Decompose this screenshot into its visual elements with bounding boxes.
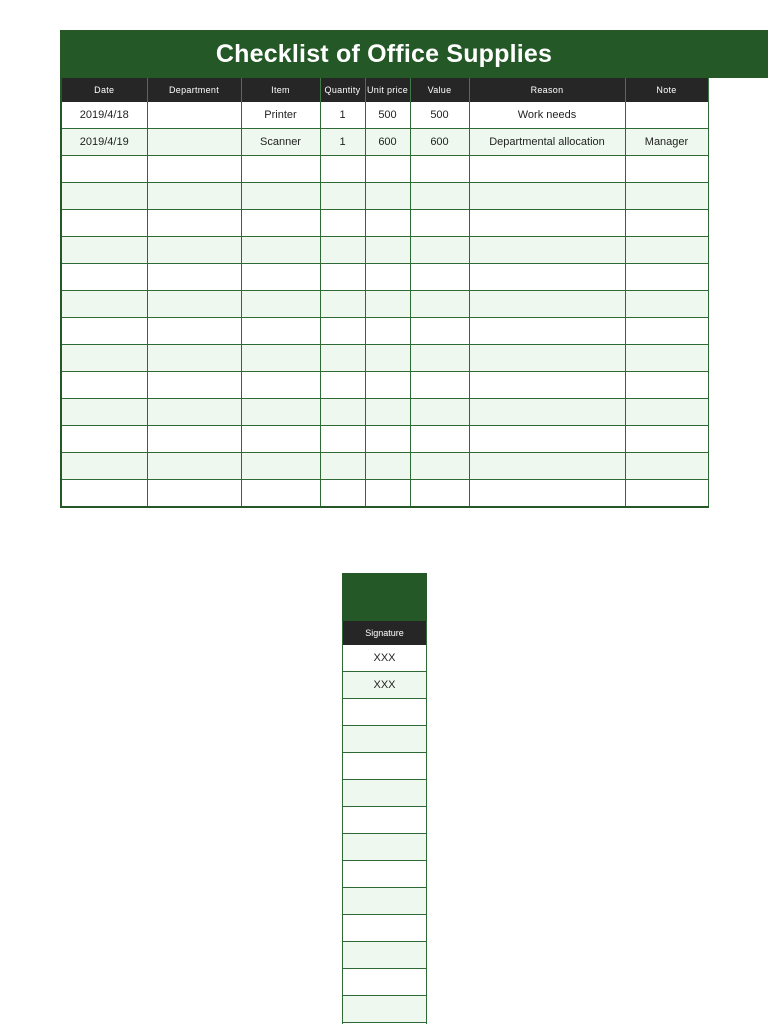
cell-reason[interactable] [469, 318, 625, 345]
cell-reason[interactable] [469, 399, 625, 426]
cell-unit-price[interactable] [365, 264, 410, 291]
cell-item[interactable] [241, 372, 320, 399]
cell-signature[interactable]: XXX [343, 672, 427, 699]
table-row [61, 453, 708, 480]
cell-department[interactable] [147, 399, 241, 426]
supplies-table [60, 78, 709, 508]
cell-value[interactable] [410, 453, 469, 480]
cell-signature[interactable] [343, 969, 427, 996]
cell-department[interactable] [147, 129, 241, 156]
cell-item[interactable] [241, 156, 320, 183]
cell-note[interactable] [625, 102, 708, 129]
sheet-title: Checklist of Office Supplies [215, 40, 553, 68]
cell-unit-price[interactable] [365, 183, 410, 210]
table-row [61, 102, 708, 129]
cell-item[interactable] [241, 318, 320, 345]
cell-value[interactable] [410, 183, 469, 210]
table-row [343, 780, 427, 807]
header-row [61, 78, 708, 102]
cell-quantity[interactable] [320, 399, 365, 426]
cell-date[interactable]: 2019/4/19 [61, 129, 147, 156]
cell-value[interactable] [410, 399, 469, 426]
cell-unit-price[interactable] [365, 210, 410, 237]
cell-department[interactable] [147, 372, 241, 399]
cell-reason[interactable] [469, 183, 625, 210]
cell-quantity[interactable] [320, 183, 365, 210]
cell-unit-price[interactable] [365, 345, 410, 372]
cell-unit-price[interactable] [365, 318, 410, 345]
cell-department[interactable] [147, 156, 241, 183]
cell-unit-price[interactable] [365, 291, 410, 318]
table-row [61, 156, 708, 183]
column-header-item[interactable]: Item [241, 78, 320, 102]
cell-value[interactable] [410, 210, 469, 237]
cell-date[interactable] [61, 480, 147, 508]
cell-value[interactable] [410, 318, 469, 345]
table-row [61, 399, 708, 426]
cell-date[interactable] [61, 399, 147, 426]
cell-date[interactable] [61, 318, 147, 345]
cell-date[interactable] [61, 264, 147, 291]
table-row [343, 672, 427, 699]
cell-note[interactable] [625, 399, 708, 426]
cell-unit-price[interactable]: 600 [365, 129, 410, 156]
column-header-reason[interactable]: Reason [469, 78, 625, 102]
column-header-department[interactable]: Department [147, 78, 241, 102]
table-row [343, 915, 427, 942]
table-row [343, 699, 427, 726]
cell-item[interactable] [241, 291, 320, 318]
table-row [343, 645, 427, 672]
table-row [61, 372, 708, 399]
cell-quantity[interactable]: 1 [320, 102, 365, 129]
column-header-unit-price[interactable]: Unit price [365, 78, 410, 102]
table-row [343, 969, 427, 996]
cell-note[interactable] [625, 237, 708, 264]
signature-header-row [343, 621, 427, 645]
cell-item[interactable] [241, 183, 320, 210]
cell-reason[interactable]: Departmental allocation [469, 129, 625, 156]
cell-date[interactable]: 2019/4/18 [61, 102, 147, 129]
cell-signature[interactable] [343, 807, 427, 834]
cell-department[interactable] [147, 480, 241, 508]
cell-signature[interactable] [343, 915, 427, 942]
cell-department[interactable] [147, 318, 241, 345]
cell-item[interactable]: Scanner [241, 129, 320, 156]
cell-note[interactable] [625, 210, 708, 237]
cell-value[interactable]: 600 [410, 129, 469, 156]
cell-signature[interactable] [343, 834, 427, 861]
table-row [343, 888, 427, 915]
cell-department[interactable] [147, 345, 241, 372]
table-row [343, 753, 427, 780]
cell-item[interactable] [241, 237, 320, 264]
cell-department[interactable] [147, 426, 241, 453]
cell-quantity[interactable] [320, 156, 365, 183]
cell-reason[interactable]: Work needs [469, 102, 625, 129]
column-header-date[interactable]: Date [61, 78, 147, 102]
cell-department[interactable] [147, 210, 241, 237]
cell-unit-price[interactable] [365, 372, 410, 399]
cell-note[interactable] [625, 372, 708, 399]
cell-date[interactable] [61, 291, 147, 318]
cell-date[interactable] [61, 237, 147, 264]
table-row [343, 861, 427, 888]
cell-department[interactable] [147, 291, 241, 318]
cell-item[interactable] [241, 399, 320, 426]
cell-unit-price[interactable] [365, 156, 410, 183]
cell-reason[interactable] [469, 372, 625, 399]
cell-item[interactable] [241, 453, 320, 480]
cell-signature[interactable] [343, 726, 427, 753]
cell-value[interactable] [410, 264, 469, 291]
table-row [61, 480, 708, 508]
cell-quantity[interactable] [320, 291, 365, 318]
table-row [61, 183, 708, 210]
table-row [61, 426, 708, 453]
cell-quantity[interactable] [320, 264, 365, 291]
cell-reason[interactable] [469, 264, 625, 291]
table-row [61, 291, 708, 318]
cell-quantity[interactable] [320, 453, 365, 480]
column-header-note[interactable]: Note [625, 78, 708, 102]
cell-department[interactable] [147, 264, 241, 291]
cell-quantity[interactable] [320, 210, 365, 237]
cell-item[interactable] [241, 210, 320, 237]
cell-reason[interactable] [469, 345, 625, 372]
cell-note[interactable] [625, 183, 708, 210]
cell-reason[interactable] [469, 480, 625, 508]
cell-signature[interactable] [343, 996, 427, 1023]
cell-note[interactable] [625, 156, 708, 183]
cell-date[interactable] [61, 345, 147, 372]
table-row [343, 942, 427, 969]
cell-quantity[interactable]: 1 [320, 129, 365, 156]
cell-department[interactable] [147, 102, 241, 129]
cell-reason[interactable] [469, 156, 625, 183]
cell-value[interactable] [410, 156, 469, 183]
cell-quantity[interactable] [320, 480, 365, 508]
column-header-quantity[interactable]: Quantity [320, 78, 365, 102]
cell-quantity[interactable] [320, 318, 365, 345]
cell-value[interactable] [410, 426, 469, 453]
supplies-body [61, 102, 708, 507]
cell-signature[interactable] [343, 888, 427, 915]
cell-date[interactable] [61, 372, 147, 399]
table-row [343, 996, 427, 1023]
signature-band [342, 573, 427, 621]
cell-signature[interactable]: XXX [343, 645, 427, 672]
cell-quantity[interactable] [320, 372, 365, 399]
cell-signature[interactable] [343, 753, 427, 780]
table-row [61, 129, 708, 156]
cell-note[interactable] [625, 291, 708, 318]
cell-value[interactable] [410, 345, 469, 372]
cell-department[interactable] [147, 237, 241, 264]
cell-item[interactable]: Printer [241, 102, 320, 129]
table-row [61, 210, 708, 237]
table-row [61, 318, 708, 345]
cell-reason[interactable] [469, 453, 625, 480]
cell-unit-price[interactable] [365, 399, 410, 426]
cell-item[interactable] [241, 426, 320, 453]
cell-signature[interactable] [343, 780, 427, 807]
cell-reason[interactable] [469, 291, 625, 318]
table-row [343, 834, 427, 861]
signature-body [343, 645, 427, 1024]
cell-note[interactable] [625, 426, 708, 453]
cell-unit-price[interactable] [365, 480, 410, 508]
cell-date[interactable] [61, 453, 147, 480]
cell-note[interactable] [625, 318, 708, 345]
cell-value[interactable] [410, 480, 469, 508]
table-row [61, 264, 708, 291]
table-row [343, 726, 427, 753]
cell-department[interactable] [147, 183, 241, 210]
cell-item[interactable] [241, 264, 320, 291]
cell-item[interactable] [241, 480, 320, 508]
cell-note[interactable] [625, 453, 708, 480]
cell-date[interactable] [61, 210, 147, 237]
cell-reason[interactable] [469, 426, 625, 453]
cell-signature[interactable] [343, 861, 427, 888]
cell-unit-price[interactable] [365, 237, 410, 264]
cell-value[interactable] [410, 372, 469, 399]
cell-item[interactable] [241, 345, 320, 372]
cell-note[interactable] [625, 480, 708, 508]
cell-signature[interactable] [343, 699, 427, 726]
cell-quantity[interactable] [320, 426, 365, 453]
column-header-signature[interactable]: Signature [343, 621, 427, 645]
cell-quantity[interactable] [320, 237, 365, 264]
cell-date[interactable] [61, 183, 147, 210]
table-row [61, 345, 708, 372]
cell-date[interactable] [61, 426, 147, 453]
cell-quantity[interactable] [320, 345, 365, 372]
table-row [343, 807, 427, 834]
cell-unit-price[interactable]: 500 [365, 102, 410, 129]
signature-table [342, 621, 427, 1024]
cell-department[interactable] [147, 453, 241, 480]
cell-value[interactable] [410, 237, 469, 264]
cell-note[interactable] [625, 345, 708, 372]
cell-unit-price[interactable] [365, 426, 410, 453]
cell-note[interactable]: Manager [625, 129, 708, 156]
cell-reason[interactable] [469, 210, 625, 237]
column-header-value[interactable]: Value [410, 78, 469, 102]
cell-reason[interactable] [469, 237, 625, 264]
cell-unit-price[interactable] [365, 453, 410, 480]
cell-date[interactable] [61, 156, 147, 183]
cell-note[interactable] [625, 264, 708, 291]
cell-signature[interactable] [343, 942, 427, 969]
cell-value[interactable]: 500 [410, 102, 469, 129]
table-row [61, 237, 708, 264]
cell-value[interactable] [410, 291, 469, 318]
